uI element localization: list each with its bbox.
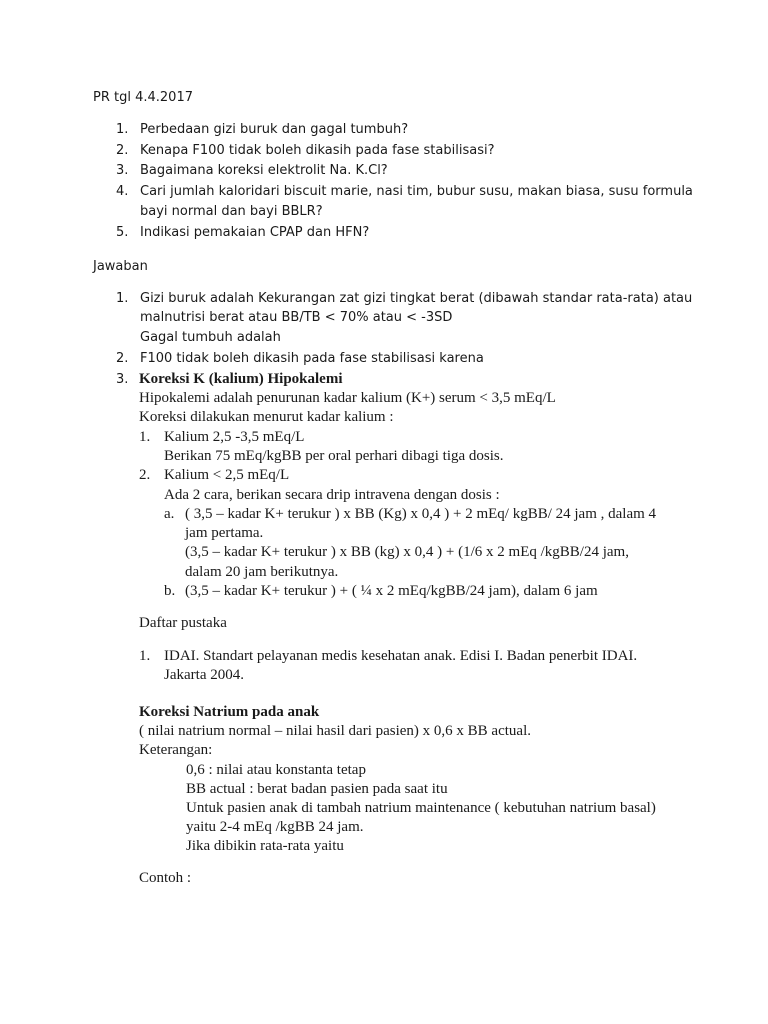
section-heading-kalium: Koreksi K (kalium) Hipokalemi xyxy=(139,371,343,387)
list-number: 3. xyxy=(116,372,129,387)
question-item: Perbedaan gizi buruk dan gagal tumbuh? xyxy=(140,122,409,137)
list-number: 2. xyxy=(139,467,151,483)
answers-heading: Jawaban xyxy=(93,259,148,274)
question-item: Cari jumlah kaloridari biscuit marie, nasi tim, bubur susu, makan biasa, susu formula xyxy=(140,184,693,199)
list-number: 1. xyxy=(116,122,129,137)
reference-item: Jakarta 2004. xyxy=(164,667,244,683)
paragraph: BB actual : berat badan pasien pada saat itu xyxy=(186,781,448,797)
paragraph: yaitu 2-4 mEq /kgBB 24 jam. xyxy=(186,819,364,835)
paragraph: Keterangan: xyxy=(139,742,213,758)
section-heading-natrium: Koreksi Natrium pada anak xyxy=(139,704,320,720)
answer-text: Gizi buruk adalah Kekurangan zat gizi tingkat berat (dibawah standar rata-rata) atau xyxy=(140,291,693,306)
list-number: 2. xyxy=(116,351,129,366)
paragraph: Untuk pasien anak di tambah natrium maintenance ( kebutuhan natrium basal) xyxy=(186,800,656,816)
question-item: Indikasi pemakaian CPAP dan HFN? xyxy=(140,225,370,240)
paragraph: Kalium 2,5 -3,5 mEq/L xyxy=(164,429,305,445)
paragraph: Berikan 75 mEq/kgBB per oral perhari dibagi tiga dosis. xyxy=(164,448,504,464)
list-number: 1. xyxy=(139,648,151,664)
paragraph: Jika dibikin rata-rata yaitu xyxy=(186,838,344,854)
question-item-continued: bayi normal dan bayi BBLR? xyxy=(140,204,323,219)
example-label: Contoh : xyxy=(139,870,192,886)
answer-text: malnutrisi berat atau BB/TB < 70% atau < -3SD xyxy=(140,310,453,325)
list-letter: b. xyxy=(164,583,176,599)
formula-text: ( nilai natrium normal – nilai hasil dari pasien) x 0,6 x BB actual. xyxy=(139,723,531,739)
question-item: Kenapa F100 tidak boleh dikasih pada fase stabilisasi? xyxy=(140,143,495,158)
list-number: 5. xyxy=(116,225,129,240)
paragraph: Hipokalemi adalah penurunan kadar kalium (K+) serum < 3,5 mEq/L xyxy=(139,390,556,406)
formula-text: jam pertama. xyxy=(185,525,264,541)
formula-text: dalam 20 jam berikutnya. xyxy=(185,564,339,580)
page-title: PR tgl 4.4.2017 xyxy=(93,90,193,105)
list-number: 4. xyxy=(116,184,129,199)
list-number: 2. xyxy=(116,143,129,158)
reference-item: IDAI. Standart pelayanan medis kesehatan anak. Edisi I. Badan penerbit IDAI. xyxy=(164,648,638,664)
answer-text: F100 tidak boleh dikasih pada fase stabilisasi karena xyxy=(140,351,484,366)
formula-text: (3,5 – kadar K+ terukur ) + ( ¼ x 2 mEq/kgBB/24 jam), dalam 6 jam xyxy=(185,583,598,599)
formula-text: (3,5 – kadar K+ terukur ) x BB (kg) x 0,4 ) + (1/6 x 2 mEq /kgBB/24 jam, xyxy=(185,544,629,560)
paragraph: Kalium < 2,5 mEq/L xyxy=(164,467,290,483)
references-heading: Daftar pustaka xyxy=(139,615,227,631)
paragraph: Ada 2 cara, berikan secara drip intravena dengan dosis : xyxy=(164,487,500,503)
paragraph: Koreksi dilakukan menurut kadar kalium : xyxy=(139,409,394,425)
answer-text: Gagal tumbuh adalah xyxy=(140,330,281,345)
list-number: 3. xyxy=(116,163,129,178)
list-number: 1. xyxy=(139,429,151,445)
list-letter: a. xyxy=(164,506,175,522)
list-number: 1. xyxy=(116,291,129,306)
question-item: Bagaimana koreksi elektrolit Na. K.Cl? xyxy=(140,163,388,178)
paragraph: 0,6 : nilai atau konstanta tetap xyxy=(186,762,366,778)
formula-text: ( 3,5 – kadar K+ terukur ) x BB (Kg) x 0,4 ) + 2 mEq/ kgBB/ 24 jam , dalam 4 xyxy=(185,506,657,522)
